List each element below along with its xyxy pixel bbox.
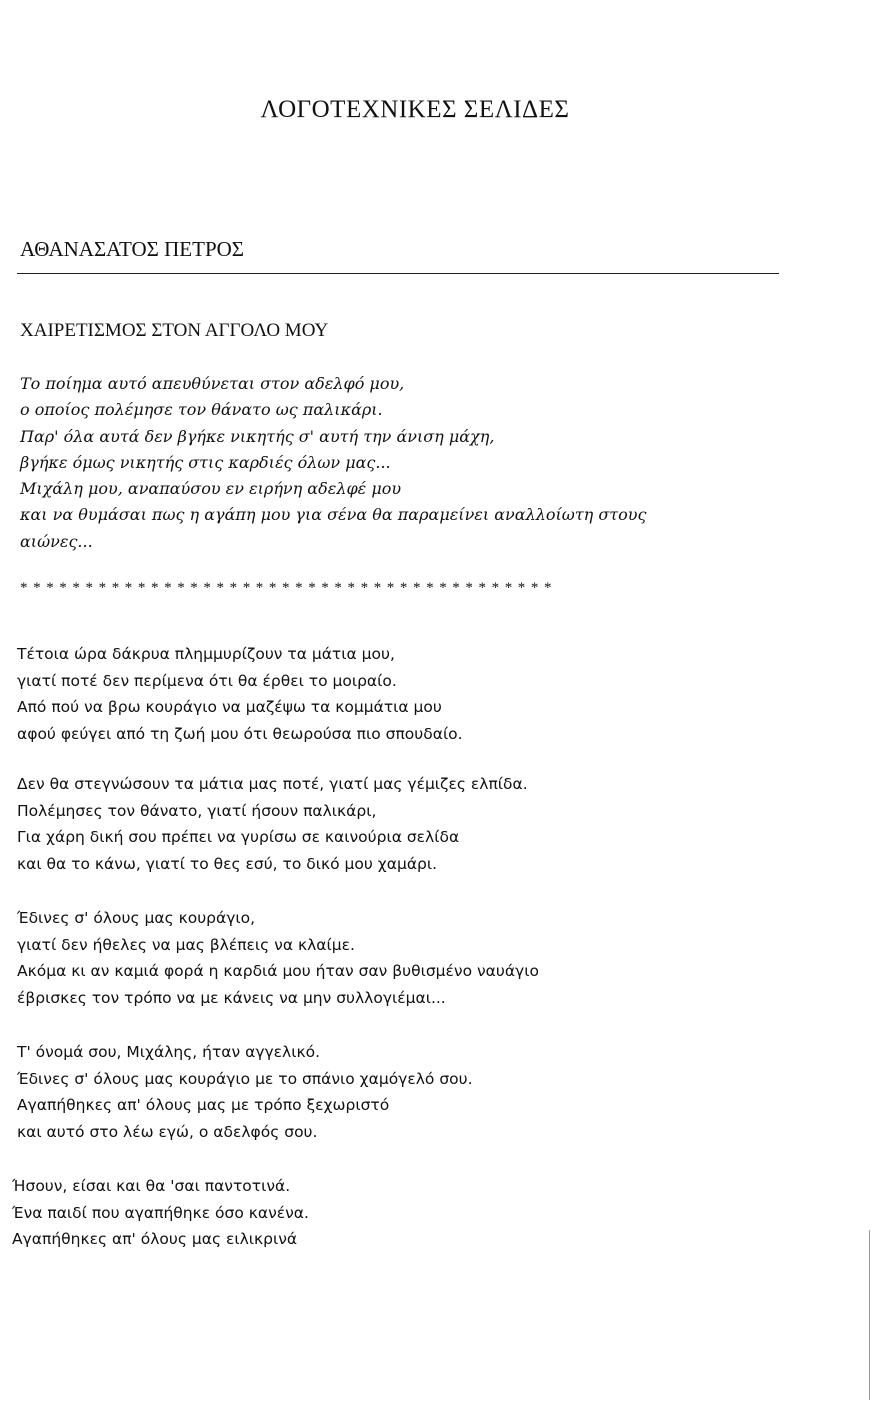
poem-line: γιατί δεν ήθελες να μας βλέπεις να κλαίμε.: [17, 935, 355, 954]
poem-line: Ακόμα κι αν καμιά φορά η καρδιά μου ήταν σαν βυθισμένο ναυάγιο: [17, 962, 539, 980]
scan-edge-line: [869, 1230, 870, 1400]
stanza-2: [17, 771, 528, 877]
poem-line: Έδινες σ' όλους μας κουράγιο,: [17, 909, 256, 927]
dedication: [20, 371, 760, 555]
poem-line: Τ' όνομά σου, Μιχάλης, ήταν αγγελικό.: [17, 1043, 321, 1061]
poem-line: Πολέμησες τον θάνατο, γιατί ήσουν παλικάρι,: [17, 801, 377, 820]
dedication-line: ο οποίος πολέμησε τον θάνατο ως παλικάρι.: [20, 400, 383, 420]
poem-line: Από πού να βρω κουράγιο να μαζέψω τα κομμάτια μου: [17, 698, 442, 716]
poem-line: Για χάρη δική σου πρέπει να γυρίσω σε καινούρια σελίδα: [17, 828, 460, 846]
star-separator: *****************************************: [20, 580, 558, 596]
dedication-line: βγήκε όμως νικητής στις καρδιές όλων μας...: [20, 452, 391, 472]
poem-line: Ένα παιδί που αγαπήθηκε όσο κανένα.: [12, 1203, 309, 1222]
dedication-line: αιώνες...: [20, 531, 93, 551]
dedication-line: Το ποίημα αυτό απευθύνεται στον αδελφό μου,: [20, 374, 405, 393]
poem-line: Τέτοια ώρα δάκρυα πλημμυρίζουν τα μάτια μου,: [17, 645, 395, 663]
poem-line: Αγαπήθηκες απ' όλους μας με τρόπο ξεχωριστό: [17, 1096, 390, 1114]
poem-line: Έδινες σ' όλους μας κουράγιο με το σπάνιο χαμόγελό σου.: [17, 1069, 473, 1088]
poem-line: αφού φεύγει από τη ζωή μου ότι θεωρούσα πιο σπουδαίο.: [17, 724, 463, 743]
dedication-line: Παρ' όλα αυτά δεν βγήκε νικητής σ' αυτή την άνιση μάχη,: [20, 426, 495, 446]
stanza-3: [17, 905, 539, 1011]
poem-line: Δεν θα στεγνώσουν τα μάτια μας ποτέ, γιατί μας γέμιζες ελπίδα.: [17, 775, 528, 793]
poem-line: και θα το κάνω, γιατί το θες εσύ, το δικό μου χαμάρι.: [17, 854, 438, 873]
poem-line: Αγαπήθηκες απ' όλους μας ειλικρινά: [12, 1230, 298, 1248]
poem-line: γιατί ποτέ δεν περίμενα ότι θα έρθει το μοιραίο.: [17, 671, 397, 690]
divider-rule: [17, 273, 779, 274]
dedication-line: και να θυμάσαι πως η αγάπη μου για σένα θα παραμείνει αναλλοίωτη στους: [20, 505, 647, 525]
poem-line: και αυτό στο λέω εγώ, ο αδελφός σου.: [17, 1122, 318, 1141]
stanza-4: [17, 1039, 473, 1145]
stanza-5: [12, 1173, 309, 1253]
poem-line: έβρισκες τον τρόπο να με κάνεις να μην συλλογιέμαι...: [17, 988, 446, 1007]
poem-line: Ήσουν, είσαι και θα 'σαι παντοτινά.: [12, 1177, 291, 1195]
poem-title: ΧΑΙΡΕΤΙΣΜΟΣ ΣΤΟΝ ΑΓΓΟΛΟ ΜΟΥ: [20, 320, 329, 341]
dedication-line: Μιχάλη μου, αναπαύσου εν ειρήνη αδελφέ μου: [20, 479, 402, 499]
author-name: ΑΘΑΝΑΣΑΤΟΣ ΠΕΤΡΟΣ: [20, 237, 245, 261]
section-title: ΛΟΓΟΤΕΧΝΙΚΕΣ ΣΕΛΙΔΕΣ: [260, 96, 570, 123]
stanza-1: [17, 641, 463, 747]
